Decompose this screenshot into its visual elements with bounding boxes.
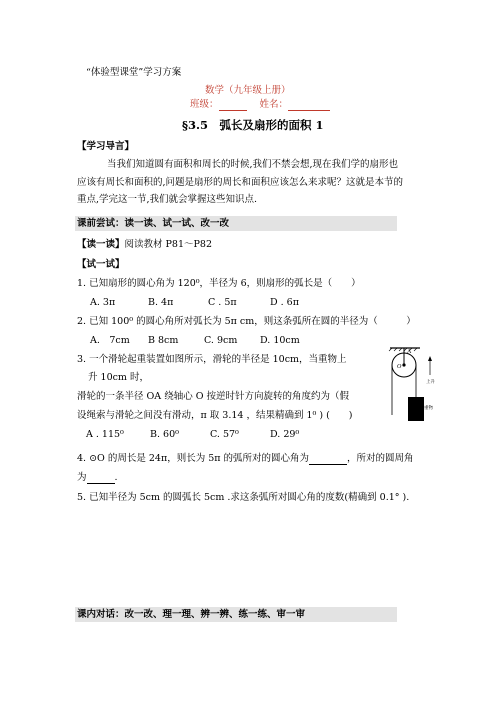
lesson-title: §3.5 弧长及扇形的面积 1 (182, 118, 324, 132)
q1-options (90, 296, 320, 309)
q3-line-3: 滑轮的一条半径 OA 绕轴心 O 按逆时针方向旋转的角度约为（假 (77, 391, 350, 402)
read-text: 阅读教材 P81～P82 (124, 239, 212, 250)
q4-line-2 (77, 471, 118, 484)
q1-option-d[interactable]: D . 6π (270, 297, 299, 308)
pulley-figure (388, 345, 436, 427)
weight-block (408, 397, 424, 421)
q3-option-c[interactable]: C. 57⁰ (210, 429, 239, 440)
q1-option-b[interactable]: B. 4π (148, 297, 174, 308)
class-label: 班级： (190, 99, 219, 110)
q4-part-2: ，所对的圆周角 (347, 453, 414, 464)
intro-line-2: 应该有周长和面积的,问题是扇形的周长和面积应该怎么来求呢？这就是本节的 (77, 177, 404, 188)
q4-blank-2[interactable] (87, 473, 115, 484)
intro-line-3: 重点,学完这一节,我们就会掌握这些知识点. (77, 194, 258, 205)
q2-option-d[interactable]: D. 10cm (260, 335, 300, 346)
q1-stem: 1. 已知扇形的圆心角为 120⁰，半径为 6，则扇形的弧长是（ ） (77, 278, 361, 289)
label-a: A (407, 349, 412, 355)
q2-option-b[interactable]: B 8cm (148, 335, 179, 346)
q3-option-d[interactable]: D. 29⁰ (270, 429, 300, 440)
q4-part-1: 4. ⊙O 的周长是 24π，则长为 5π 的弧所对的圆心角为 (77, 453, 310, 464)
read-line (77, 238, 212, 251)
q4-blank-1[interactable] (309, 454, 347, 465)
class-blank[interactable] (219, 100, 247, 111)
label-weight: 重物 (424, 406, 433, 411)
name-blank[interactable] (288, 100, 330, 111)
q1-option-c[interactable]: C . 5π (208, 297, 237, 308)
q2-stem: 2. 已知 100⁰ 的圆心角所对弧长为 5π cm，则这条弧所在圆的半径为（ ） (77, 316, 416, 327)
q3-option-a[interactable]: A . 115⁰ (86, 429, 124, 440)
name-label: 姓名： (259, 99, 289, 110)
q5-text: 5. 已知半径为 5cm 的圆弧长 5cm .求这条弧所对圆心角的度数(精确到 0.1° ). (77, 492, 410, 503)
inclass-band-label: 课内对话：改一改、理一理、辨一辨、练一练、审一审 (77, 609, 306, 620)
q2-option-c[interactable]: C. 9cm (204, 335, 238, 346)
preclass-band-label: 课前尝试：读一读、试一试、改一改 (77, 218, 230, 229)
q3-line-2: 升 10cm 时， (88, 372, 149, 383)
subject-line: 数学（九年级上册） (205, 85, 291, 96)
intro-heading: 【学习导言】 (77, 141, 135, 152)
q1-option-a[interactable]: A. 3π (90, 297, 116, 308)
q3-line-1: 3. 一个滑轮起重装置如图所示，滑轮的半径是 10cm，当重物上 (77, 354, 347, 365)
q3-line-4: 设绳索与滑轮之间没有滑动，π 取 3.14 ，结果精确到 1⁰ ) ( ) (77, 410, 353, 421)
read-heading: 【读一读】 (77, 239, 125, 250)
q4-part-4: . (114, 472, 118, 483)
intro-line-1: 当我们知道圆有面积和周长的时候,我们不禁会想,现在我们学的扇形也 (107, 159, 399, 170)
try-heading: 【试一试】 (77, 259, 125, 270)
q3-options (86, 428, 326, 441)
q2-options (90, 334, 330, 347)
q3-option-b[interactable]: B. 60⁰ (150, 429, 179, 440)
q4-part-3: 为 (77, 472, 87, 483)
class-name-line (190, 98, 330, 111)
label-up: 上升 (426, 380, 435, 385)
q2-option-a[interactable]: A. 7cm (90, 335, 130, 346)
label-o: O (397, 364, 402, 370)
q4-line-1 (77, 452, 414, 465)
program-title: “体验型课堂”学习方案 (86, 67, 182, 78)
